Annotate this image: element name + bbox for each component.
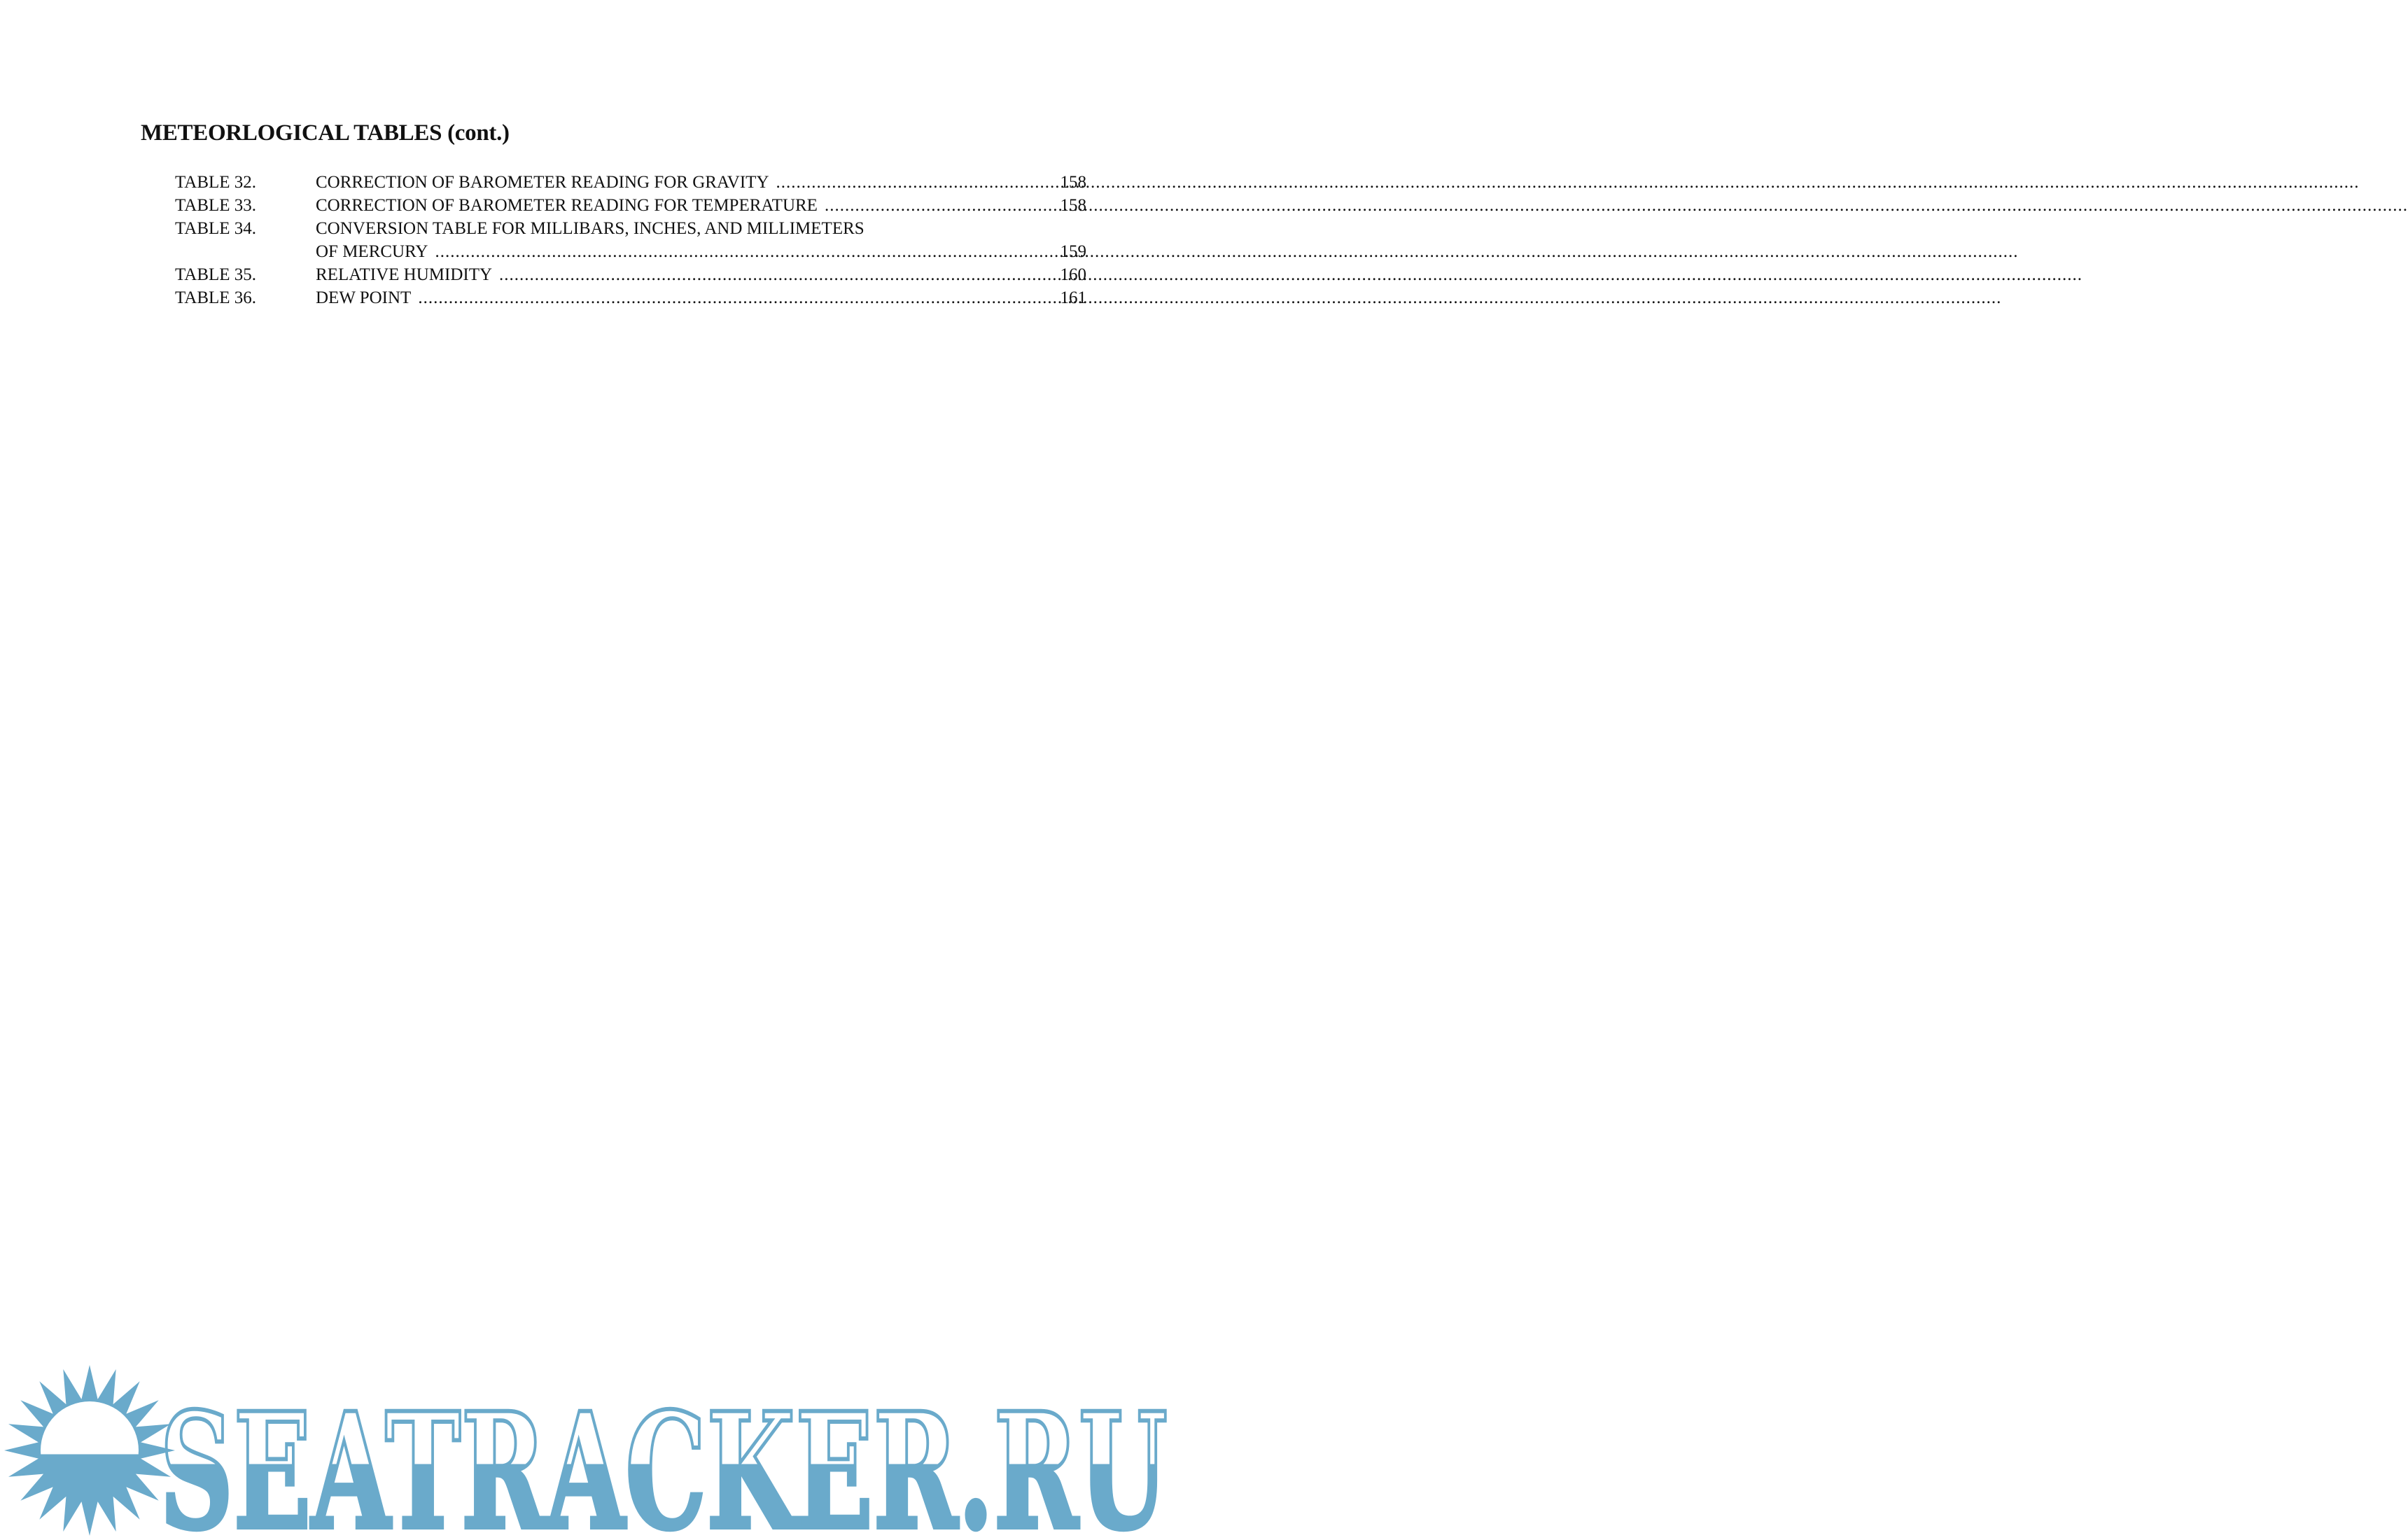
toc-entry-number: TABLE 34. [175,219,257,238]
toc-entry-title: CORRECTION OF BAROMETER READING FOR TEMPERATURE [316,196,818,215]
page-heading: METEORLOGICAL TABLES (cont.) [141,120,510,146]
watermark-text: SEATRACKER.RU [160,1378,1168,1540]
toc-entry-title: CONVERSION TABLE FOR MILLIBARS, INCHES, AND MILLIMETERS [316,219,864,238]
toc-entry-page: 158 [1060,196,1086,215]
toc-entry-page: 158 [1060,173,1086,192]
toc-entry-title: DEW POINT [316,288,412,307]
dot-leader [825,194,1060,217]
toc-entry-table-33[interactable] [175,194,1086,217]
dot-leader [418,286,1060,309]
toc-entry-table-34[interactable] [175,217,1086,263]
dot-leader [776,171,1060,194]
toc-entry-table-32[interactable] [175,171,1086,194]
toc-entry-page: 160 [1060,265,1086,284]
seatracker-watermark [0,1364,1190,1540]
toc-entry-page: 159 [1060,242,1086,261]
toc-entry-title-continuation: OF MERCURY [316,242,428,261]
dot-leader [435,240,1060,263]
toc-entry-number: TABLE 32. [175,173,257,192]
toc-entry-title: CORRECTION OF BAROMETER READING FOR GRAVITY [316,173,769,192]
toc-entry-number: TABLE 35. [175,265,257,284]
toc-entry-page: 161 [1060,288,1086,307]
sun-icon [4,1365,175,1536]
dot-leader [499,263,1060,286]
table-of-contents [175,171,1086,309]
toc-entry-table-36[interactable] [175,286,1086,309]
toc-entry-title: RELATIVE HUMIDITY [316,265,493,284]
toc-entry-table-35[interactable] [175,263,1086,286]
toc-entry-number: TABLE 33. [175,196,257,215]
toc-entry-number: TABLE 36. [175,288,257,307]
